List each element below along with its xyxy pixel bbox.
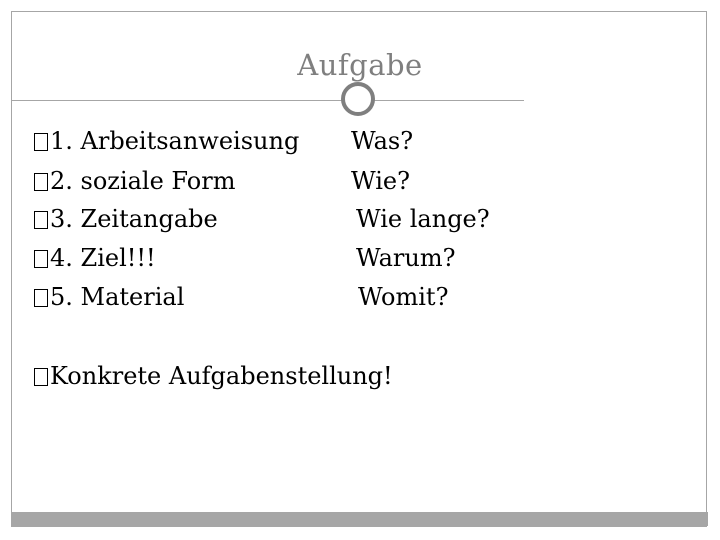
- bullet-icon: [34, 250, 48, 268]
- item-label: 3. Zeitangabe: [50, 205, 218, 233]
- item-question: Womit?: [358, 283, 449, 311]
- item-question: Warum?: [356, 244, 456, 272]
- list-item: [34, 166, 235, 196]
- list-item: [34, 282, 184, 312]
- item-question: Was?: [351, 127, 414, 155]
- footer-bar: [12, 512, 708, 526]
- bullet-icon: [34, 173, 48, 191]
- list-item: [34, 243, 156, 273]
- list-item: [34, 204, 218, 234]
- ring-icon: [341, 82, 375, 116]
- item-label: 1. Arbeitsanweisung: [50, 127, 300, 155]
- conclusion: [34, 361, 393, 391]
- slide-title: Aufgabe: [297, 48, 423, 82]
- title-divider: [12, 100, 524, 101]
- slide: [11, 11, 707, 527]
- bullet-icon: [34, 133, 48, 151]
- conclusion-text: Konkrete Aufgabenstellung!: [50, 362, 393, 390]
- bullet-icon: [34, 368, 48, 386]
- item-label: 4. Ziel!!!: [50, 244, 156, 272]
- item-label: 2. soziale Form: [50, 167, 236, 195]
- bullet-icon: [34, 211, 48, 229]
- item-label: 5. Material: [50, 283, 185, 311]
- item-question: Wie lange?: [356, 205, 490, 233]
- item-question: Wie?: [351, 167, 410, 195]
- bullet-icon: [34, 289, 48, 307]
- list-item: [34, 126, 299, 156]
